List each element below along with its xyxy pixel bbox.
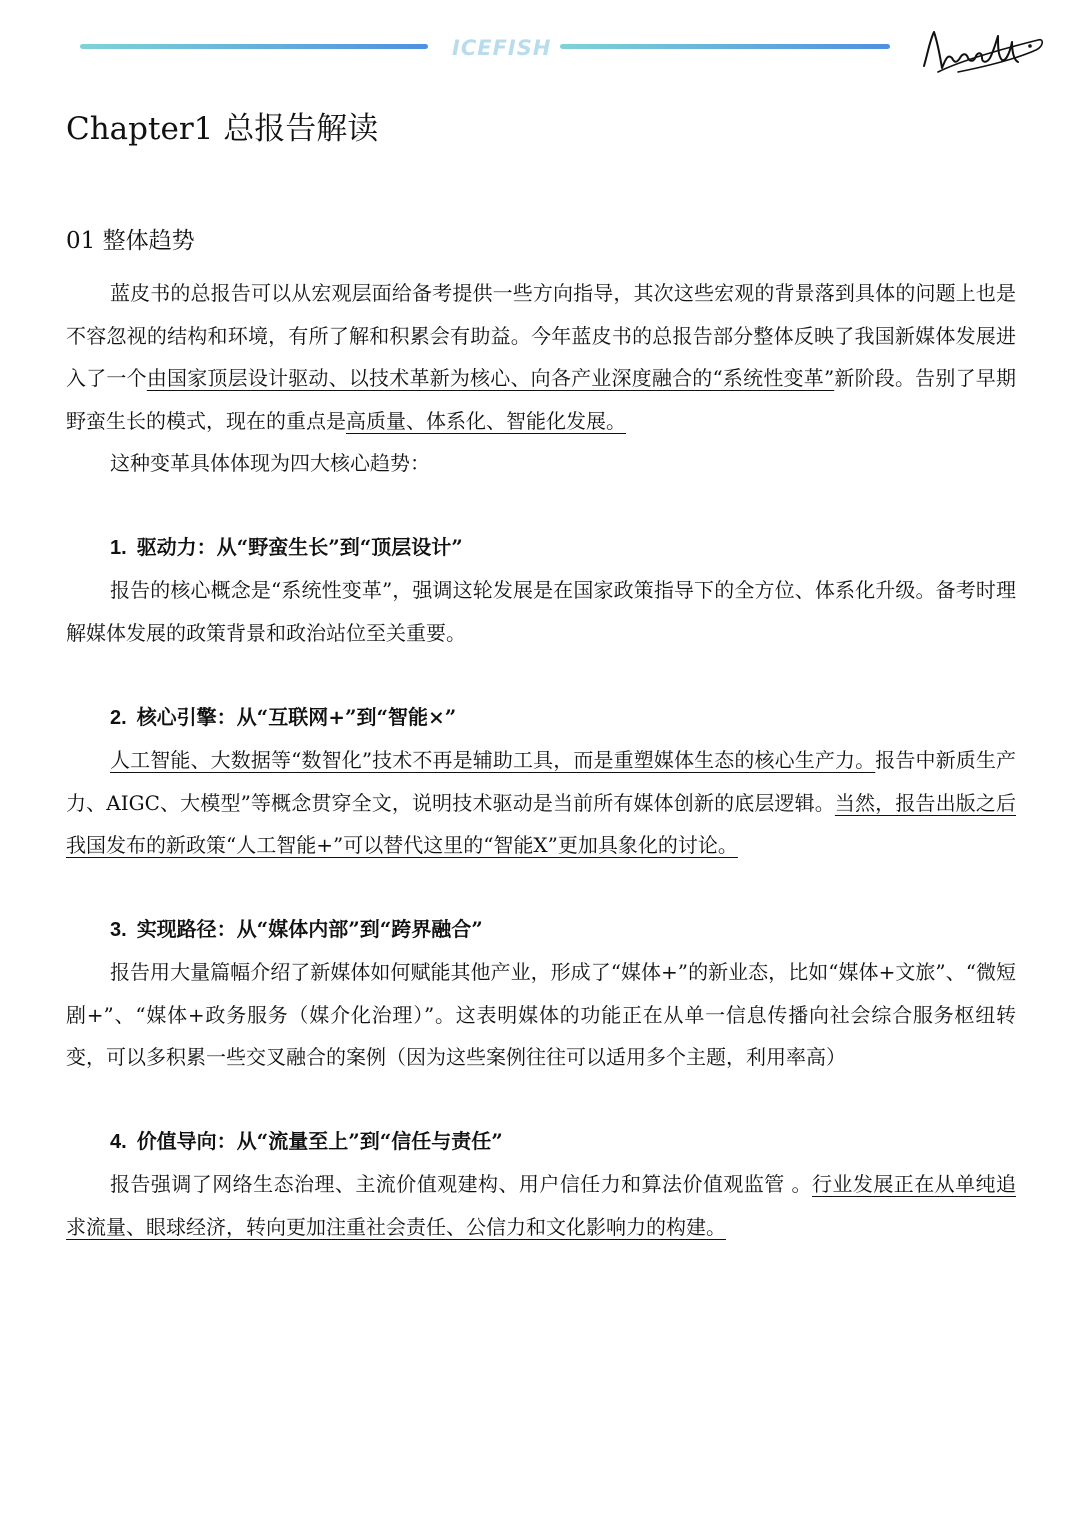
trend-heading-2 bbox=[110, 702, 456, 733]
trend-number-4: 4. bbox=[110, 1131, 127, 1153]
trend-underline-4: 行业发展正在从单纯追求流量、眼球经济，转向更加注重社会责任、公信力和文化影响力的构建。 bbox=[66, 1172, 1017, 1239]
trend-heading-3 bbox=[110, 914, 483, 945]
trend-heading-4 bbox=[110, 1126, 503, 1157]
trend-body-3 bbox=[66, 951, 1016, 1079]
trend-title-3: 实现路径：从“媒体内部”到“跨界融合” bbox=[136, 917, 483, 941]
intro-text-2: 新阶段。告别了早期野蛮生长的模式，现在的重点是 bbox=[66, 366, 1016, 433]
trend-number-1: 1. bbox=[110, 537, 127, 559]
trend-underline-2a: 人工智能、大数据等“数智化”技术不再是辅助工具，而是重塑媒体生态的核心生产力。 bbox=[110, 748, 876, 772]
chapter-title: Chapter1 总报告解读 bbox=[66, 111, 379, 147]
trend-number-3: 3. bbox=[110, 919, 127, 941]
intro-underline-1: 由国家顶层设计驱动、以技术革新为核心、向各产业深度融合的“系统性变革” bbox=[146, 366, 835, 390]
trend-underline-2b: 当然，报告出版之后我国发布的新政策“人工智能+”可以替代这里的“智能X”更加具象化的讨论。 bbox=[66, 790, 1016, 857]
page-header bbox=[0, 0, 1080, 100]
trend-text-4: 报告强调了网络生态治理、主流价值观建构、用户信任力和算法价值观监管 。 bbox=[110, 1172, 812, 1196]
trend-number-2: 2. bbox=[110, 707, 127, 729]
trend-body-2 bbox=[66, 739, 1016, 867]
intro-text-1: 蓝皮书的总报告可以从宏观层面给备考提供一些方向指导，其次这些宏观的背景落到具体的问题上也是不容忽视的结构和环境，有所了解和积累会有助益。今年蓝皮书的总报告部分整体反映了我国新媒体发展进入了一个 bbox=[66, 281, 1016, 390]
signature-logo bbox=[918, 22, 1048, 80]
header-rule-left bbox=[80, 44, 428, 49]
section-title: 01 整体趋势 bbox=[66, 228, 195, 254]
intro-underline-2: 高质量、体系化、智能化发展。 bbox=[346, 408, 626, 433]
trend-heading-1 bbox=[110, 532, 463, 563]
trend-title-1: 驱动力：从“野蛮生长”到“顶层设计” bbox=[136, 535, 463, 559]
trend-body-1 bbox=[66, 569, 1016, 654]
brand-logo: ICEFISH bbox=[452, 36, 552, 60]
intro-paragraph bbox=[66, 272, 1016, 442]
trend-body-4 bbox=[66, 1163, 1016, 1248]
trend-title-4: 价值导向：从“流量至上”到“信任与责任” bbox=[136, 1129, 503, 1153]
trend-text-1: 报告的核心概念是“系统性变革”，强调这轮发展是在国家政策指导下的全方位、体系化升级。备考时理解媒体发展的政策背景和政治站位至关重要。 bbox=[66, 578, 1016, 645]
trend-text-2: 报告中新质生产力、AIGC、大模型”等概念贯穿全文，说明技术驱动是当前所有媒体创新的底层逻辑。 bbox=[66, 748, 1017, 815]
trend-title-2: 核心引擎：从“互联网+”到“智能×” bbox=[136, 705, 457, 729]
header-rule-right bbox=[560, 44, 890, 49]
trend-text-3: 报告用大量篇幅介绍了新媒体如何赋能其他产业，形成了“媒体+”的新业态，比如“媒体+文旅”、“微短剧+”、“媒体+政务服务（媒介化治理）”。这表明媒体的功能正在从单一信息传播向社会综合服务枢纽转变，可以多积累一些交叉融合的案例（因为这些案例往往可以适用多个主题，利用率高） bbox=[66, 960, 1016, 1069]
intro-paragraph-2: 这种变革具体体现为四大核心趋势： bbox=[110, 451, 430, 475]
